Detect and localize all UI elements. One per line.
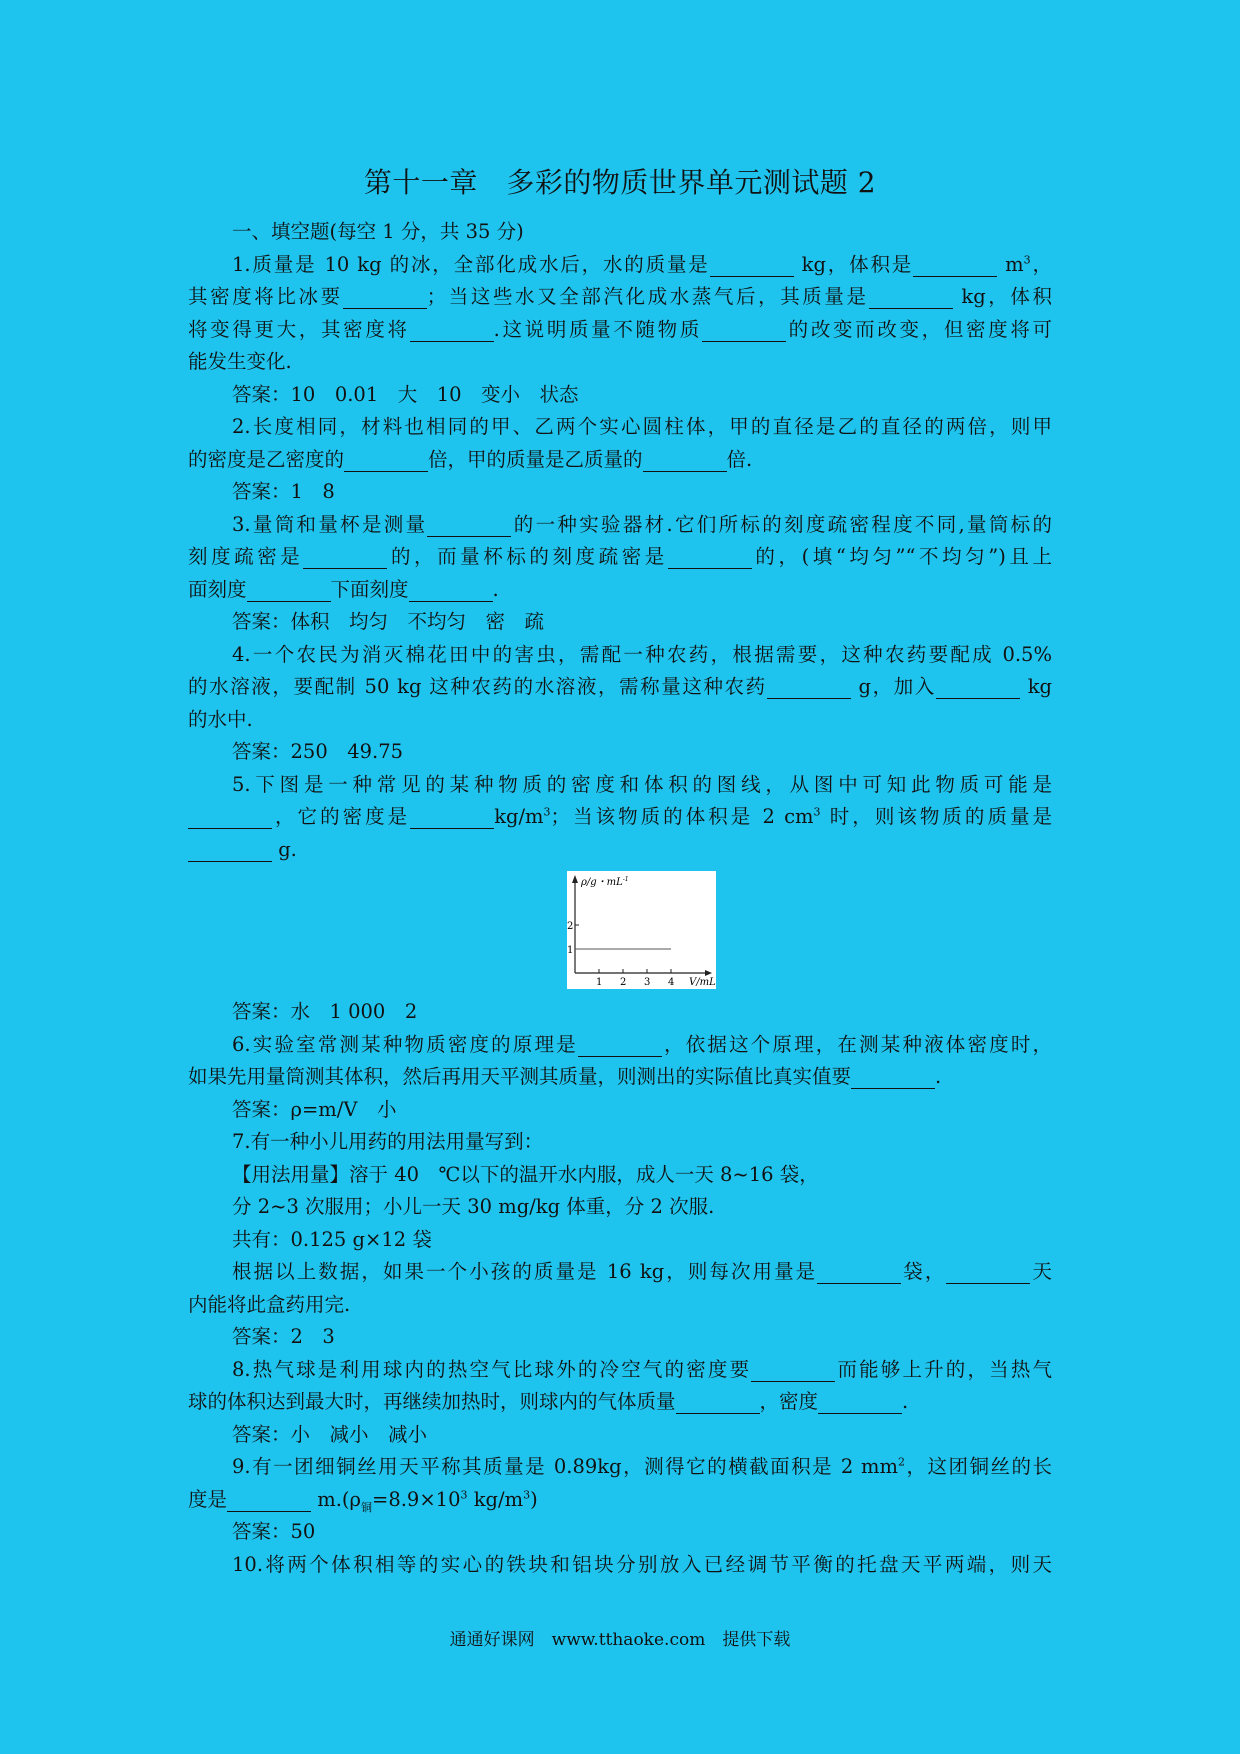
x-axis-label: V/mL [689,977,716,988]
q2-line-1: 2.长度相同，材料也相同的甲、乙两个实心圆柱体，甲的直径是乙的直径的两倍，则甲 [232,415,1052,438]
answer-blank[interactable] [936,678,1020,699]
answer-blank[interactable] [247,581,331,602]
answer-blank[interactable] [227,1491,311,1512]
answer-blank[interactable] [710,256,794,277]
q9-line-1: 9.有一团细铜丝用天平称其质量是 0.89kg，测得它的横截面积是 2 $mm^2$，这团铜丝的长 [232,1455,1052,1478]
q7-line-3: 分 2~3 次服用；小儿一天 30 mg/kg 体重，分 2 次服. [232,1195,715,1218]
q5-line-3: g. [188,834,1052,867]
q5-answer: 答案：水 1 000 2 [232,1000,418,1023]
answer-blank[interactable] [751,1361,835,1382]
density-volume-graph [567,871,716,989]
q7-line-2: 【用法用量】溶于 40 ℃以下的温开水内服，成人一天 8~16 袋， [232,1162,819,1186]
q4-line-2: 的水溶液，要配制 50 kg 这种农药的水溶液，需称量这种农药 g，加入 kg [188,675,1052,698]
answer-blank[interactable] [913,256,997,277]
answer-blank[interactable] [817,1263,901,1284]
q5-line-2: ，它的密度是 $kg/m^3$；当该物质的体积是 2 $cm^3$ 时，则该物质的质量是 [188,801,1052,834]
answer-blank[interactable] [643,451,727,472]
page-footer: 通通好课网 www.tthaoke.com 提供下载 [449,1630,791,1650]
q7-line-4: 共有：0.125 g×12 袋 [232,1227,432,1251]
x-tick-label: 3 [644,977,651,988]
q7-answer: 答案：2 3 [232,1325,335,1348]
q6-answer: 答案：ρ=m/V 小 [232,1097,397,1121]
answer-blank[interactable] [303,548,387,569]
answer-blank[interactable] [410,808,494,829]
q8-line-1: 8.热气球是利用球内的热空气比球外的冷空气的密度要 而能够上升的，当热气 [232,1357,1052,1381]
answer-blank[interactable] [344,451,428,472]
q6-line-2: 如果先用量筒测其体积，然后再用天平测其质量，则测出的实际值比真实值要 . [188,1065,942,1088]
y-axis-arrow-icon [572,875,578,883]
x-tick-label: 2 [620,977,627,988]
q3-line-3: 面刻度 下面刻度 . [188,577,499,601]
x-tick-label: 4 [668,977,675,988]
y-axis-label: ρ/g・$mL^{-1}$ [581,876,629,888]
q7-line-1: 7.有一种小儿用药的用法用量写到： [232,1130,544,1153]
q1-line-3: 将变得更大，其密度将 .这说明质量不随物质 的改变而改变，但密度将可 [188,317,1052,341]
q8-answer: 答案：小 减小 减小 [232,1422,428,1446]
answer-blank[interactable] [767,678,851,699]
q8-line-2: 球的体积达到最大时，再继续加热时，则球内的气体质量 ，密度 . [188,1390,909,1413]
q3-line-1: 3.量筒和量杯是测量 的一种实验器材.它们所标的刻度疏密程度不同,量筒标的 [232,512,1052,536]
q5-line-1: 5.下图是一种常见的某种物质的密度和体积的图线，从图中可知此物质可能是 [232,772,1052,796]
q7-line-6: 内能将此盒药用完. [188,1292,351,1316]
q2-line-2: 的密度是乙密度的 倍，甲的质量是乙质量的 倍. [188,447,753,471]
q4-line-3: 的水中. [188,707,253,731]
q4-line-1: 4.一个农民为消灭棉花田中的害虫，需配一种农药，根据需要，这种农药要配成 0.5% [232,642,1052,666]
section-heading: 一、填空题(每空 1 分，共 35 分) [232,220,524,243]
y-tick-label: 1 [567,945,574,956]
answer-blank[interactable] [851,1068,935,1089]
answer-blank[interactable] [578,1036,662,1057]
question-body-continued [188,996,1052,1581]
answer-blank[interactable] [343,288,427,309]
x-tick-label: 1 [596,977,603,988]
q3-line-2: 刻度疏密是 的，而量杯标的刻度疏密是 的，(填“均匀”“不均匀”)且上 [188,545,1052,568]
answer-blank[interactable] [427,516,511,537]
question-body [188,216,1052,866]
answer-blank[interactable] [676,1393,760,1414]
y-tick-label: 2 [567,921,574,932]
page-title: 第十一章 多彩的物质世界单元测试题 2 [363,166,877,199]
q9-line-2: 度是 $m.(\rho_铜=8.9\times 10^3$ $kg/m^3$) [188,1487,538,1514]
answer-blank[interactable] [818,1393,902,1414]
answer-blank[interactable] [946,1263,1030,1284]
q1-answer: 答案：10 0.01 大 10 变小 状态 [232,382,579,406]
q1-line-4: 能发生变化. [188,350,292,373]
q1-line-1: 1.质量是 10 kg 的冰，全部化成水后，水的质量是 kg，体积是 $m^3$， [232,252,1052,276]
q10-line-1: 10.将两个体积相等的实心的铁块和铝块分别放入已经调节平衡的托盘天平两端，则天 [232,1552,1052,1576]
graph-canvas [567,871,716,989]
answer-blank[interactable] [409,581,493,602]
q3-answer: 答案：体积 均匀 不均匀 密 疏 [232,610,545,633]
q9-answer: 答案：50 [232,1520,316,1543]
q1-line-2: 其密度将比冰要 ；当这些水又全部汽化成水蒸气后，其质量是 kg，体积 [188,285,1052,308]
answer-blank[interactable] [188,808,272,829]
answer-blank[interactable] [668,548,752,569]
answer-blank[interactable] [702,321,786,342]
q7-line-5: 根据以上数据，如果一个小孩的质量是 16 kg，则每次用量是 袋， 天 [232,1260,1052,1283]
answer-blank[interactable] [410,321,494,342]
q2-answer: 答案：1 8 [232,480,335,503]
x-axis-arrow-icon [705,970,712,976]
answer-blank[interactable] [869,288,953,309]
q4-answer: 答案：250 49.75 [232,740,404,763]
q6-line-1: 6.实验室常测某种物质密度的原理是 ，依据这个原理，在测某种液体密度时， [232,1032,1052,1056]
answer-blank[interactable] [188,841,272,862]
